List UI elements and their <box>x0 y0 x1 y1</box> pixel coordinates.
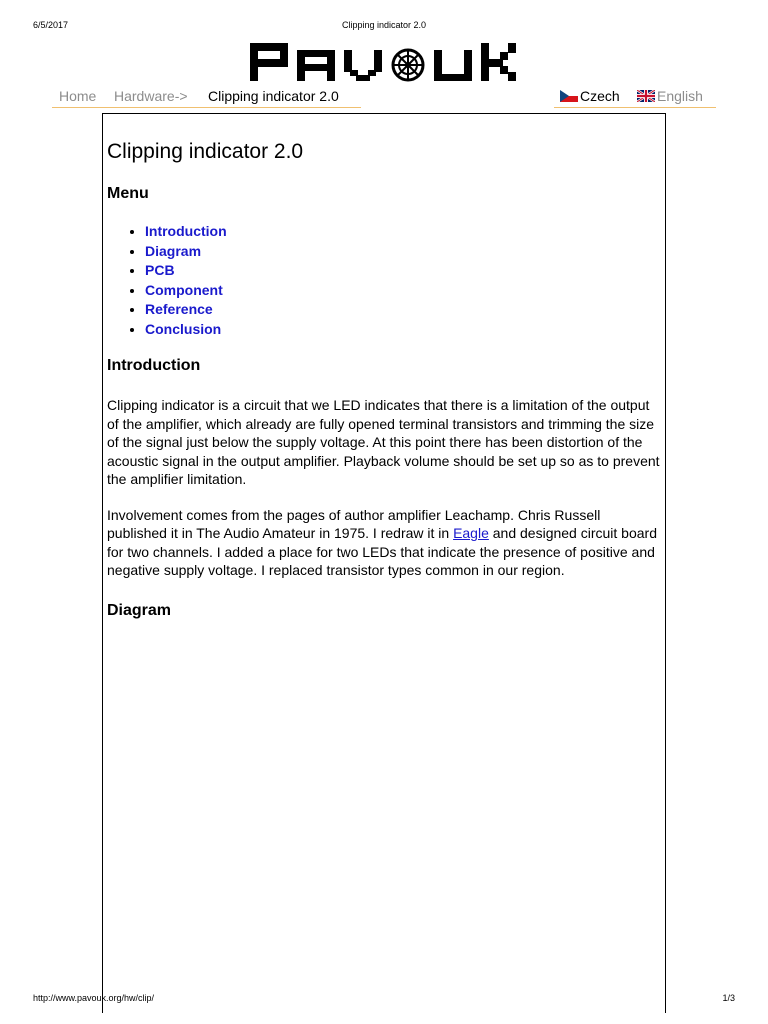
intro-paragraph-2-start: Involvement comes from the pages of author amplifier Leachamp. Chris Russell published it in The Audio Amateur in 1975. I redraw it in <box>107 506 601 541</box>
nav-home-link[interactable]: Home <box>52 87 109 108</box>
menu-heading: Menu <box>107 185 149 202</box>
content-box <box>102 113 666 1013</box>
list-item <box>145 261 661 281</box>
list-item <box>145 281 661 301</box>
intro-paragraph-1: Clipping indicator is a circuit that we LED indicates that there is a limitation of the output of the amplifier, which already are fully opened terminal transistors and trimming the size of the signal just below the supply voltage. At this point there has been distortion of the acoustic signal in the output amplifier. Playback volume should be set up so as to prevent the amplifier limitation. <box>107 397 660 487</box>
nav-czech-label: Czech <box>580 88 620 104</box>
diagram-heading: Diagram <box>107 601 172 619</box>
uk-flag-icon <box>637 90 655 102</box>
menu-link-introduction[interactable]: Introduction <box>145 223 227 239</box>
menu-link-pcb[interactable]: PCB <box>145 262 175 278</box>
list-item <box>145 300 661 320</box>
print-url: http://www.pavouk.org/hw/clip/ <box>33 993 155 1003</box>
intro-paragraph-2 <box>107 506 661 580</box>
menu-link-component[interactable]: Component <box>145 281 223 298</box>
print-title: Clipping indicator 2.0 <box>341 20 427 30</box>
menu-list <box>107 222 661 339</box>
nav-czech-link[interactable] <box>554 87 633 108</box>
top-navigation <box>52 87 717 109</box>
eagle-link[interactable]: Eagle <box>453 525 489 541</box>
introduction-heading: Introduction <box>107 357 201 374</box>
list-item <box>145 320 661 340</box>
list-item <box>145 242 661 262</box>
page-title: Clipping indicator 2.0 <box>107 140 304 163</box>
nav-current-page: Clipping indicator 2.0 <box>202 87 361 108</box>
nav-english-link[interactable] <box>632 87 716 108</box>
list-item <box>145 222 661 242</box>
czech-flag-icon <box>560 90 578 102</box>
pavouk-logo[interactable] <box>250 40 520 82</box>
print-date: 6/5/2017 <box>33 20 69 30</box>
print-page-number: 1/3 <box>722 993 735 1003</box>
intro-paragraph-2-end: and designed circuit board for two channels. I added a place for two LEDs that indicate the presence of positive and negative supply voltage. I replaced transistor types common in our region. <box>107 525 657 578</box>
nav-hardware-link[interactable]: Hardware-> <box>108 87 202 108</box>
nav-english-label: English <box>657 88 703 104</box>
menu-link-conclusion[interactable]: Conclusion <box>145 320 222 337</box>
menu-link-diagram[interactable]: Diagram <box>145 242 202 259</box>
menu-link-reference[interactable]: Reference <box>145 301 213 317</box>
